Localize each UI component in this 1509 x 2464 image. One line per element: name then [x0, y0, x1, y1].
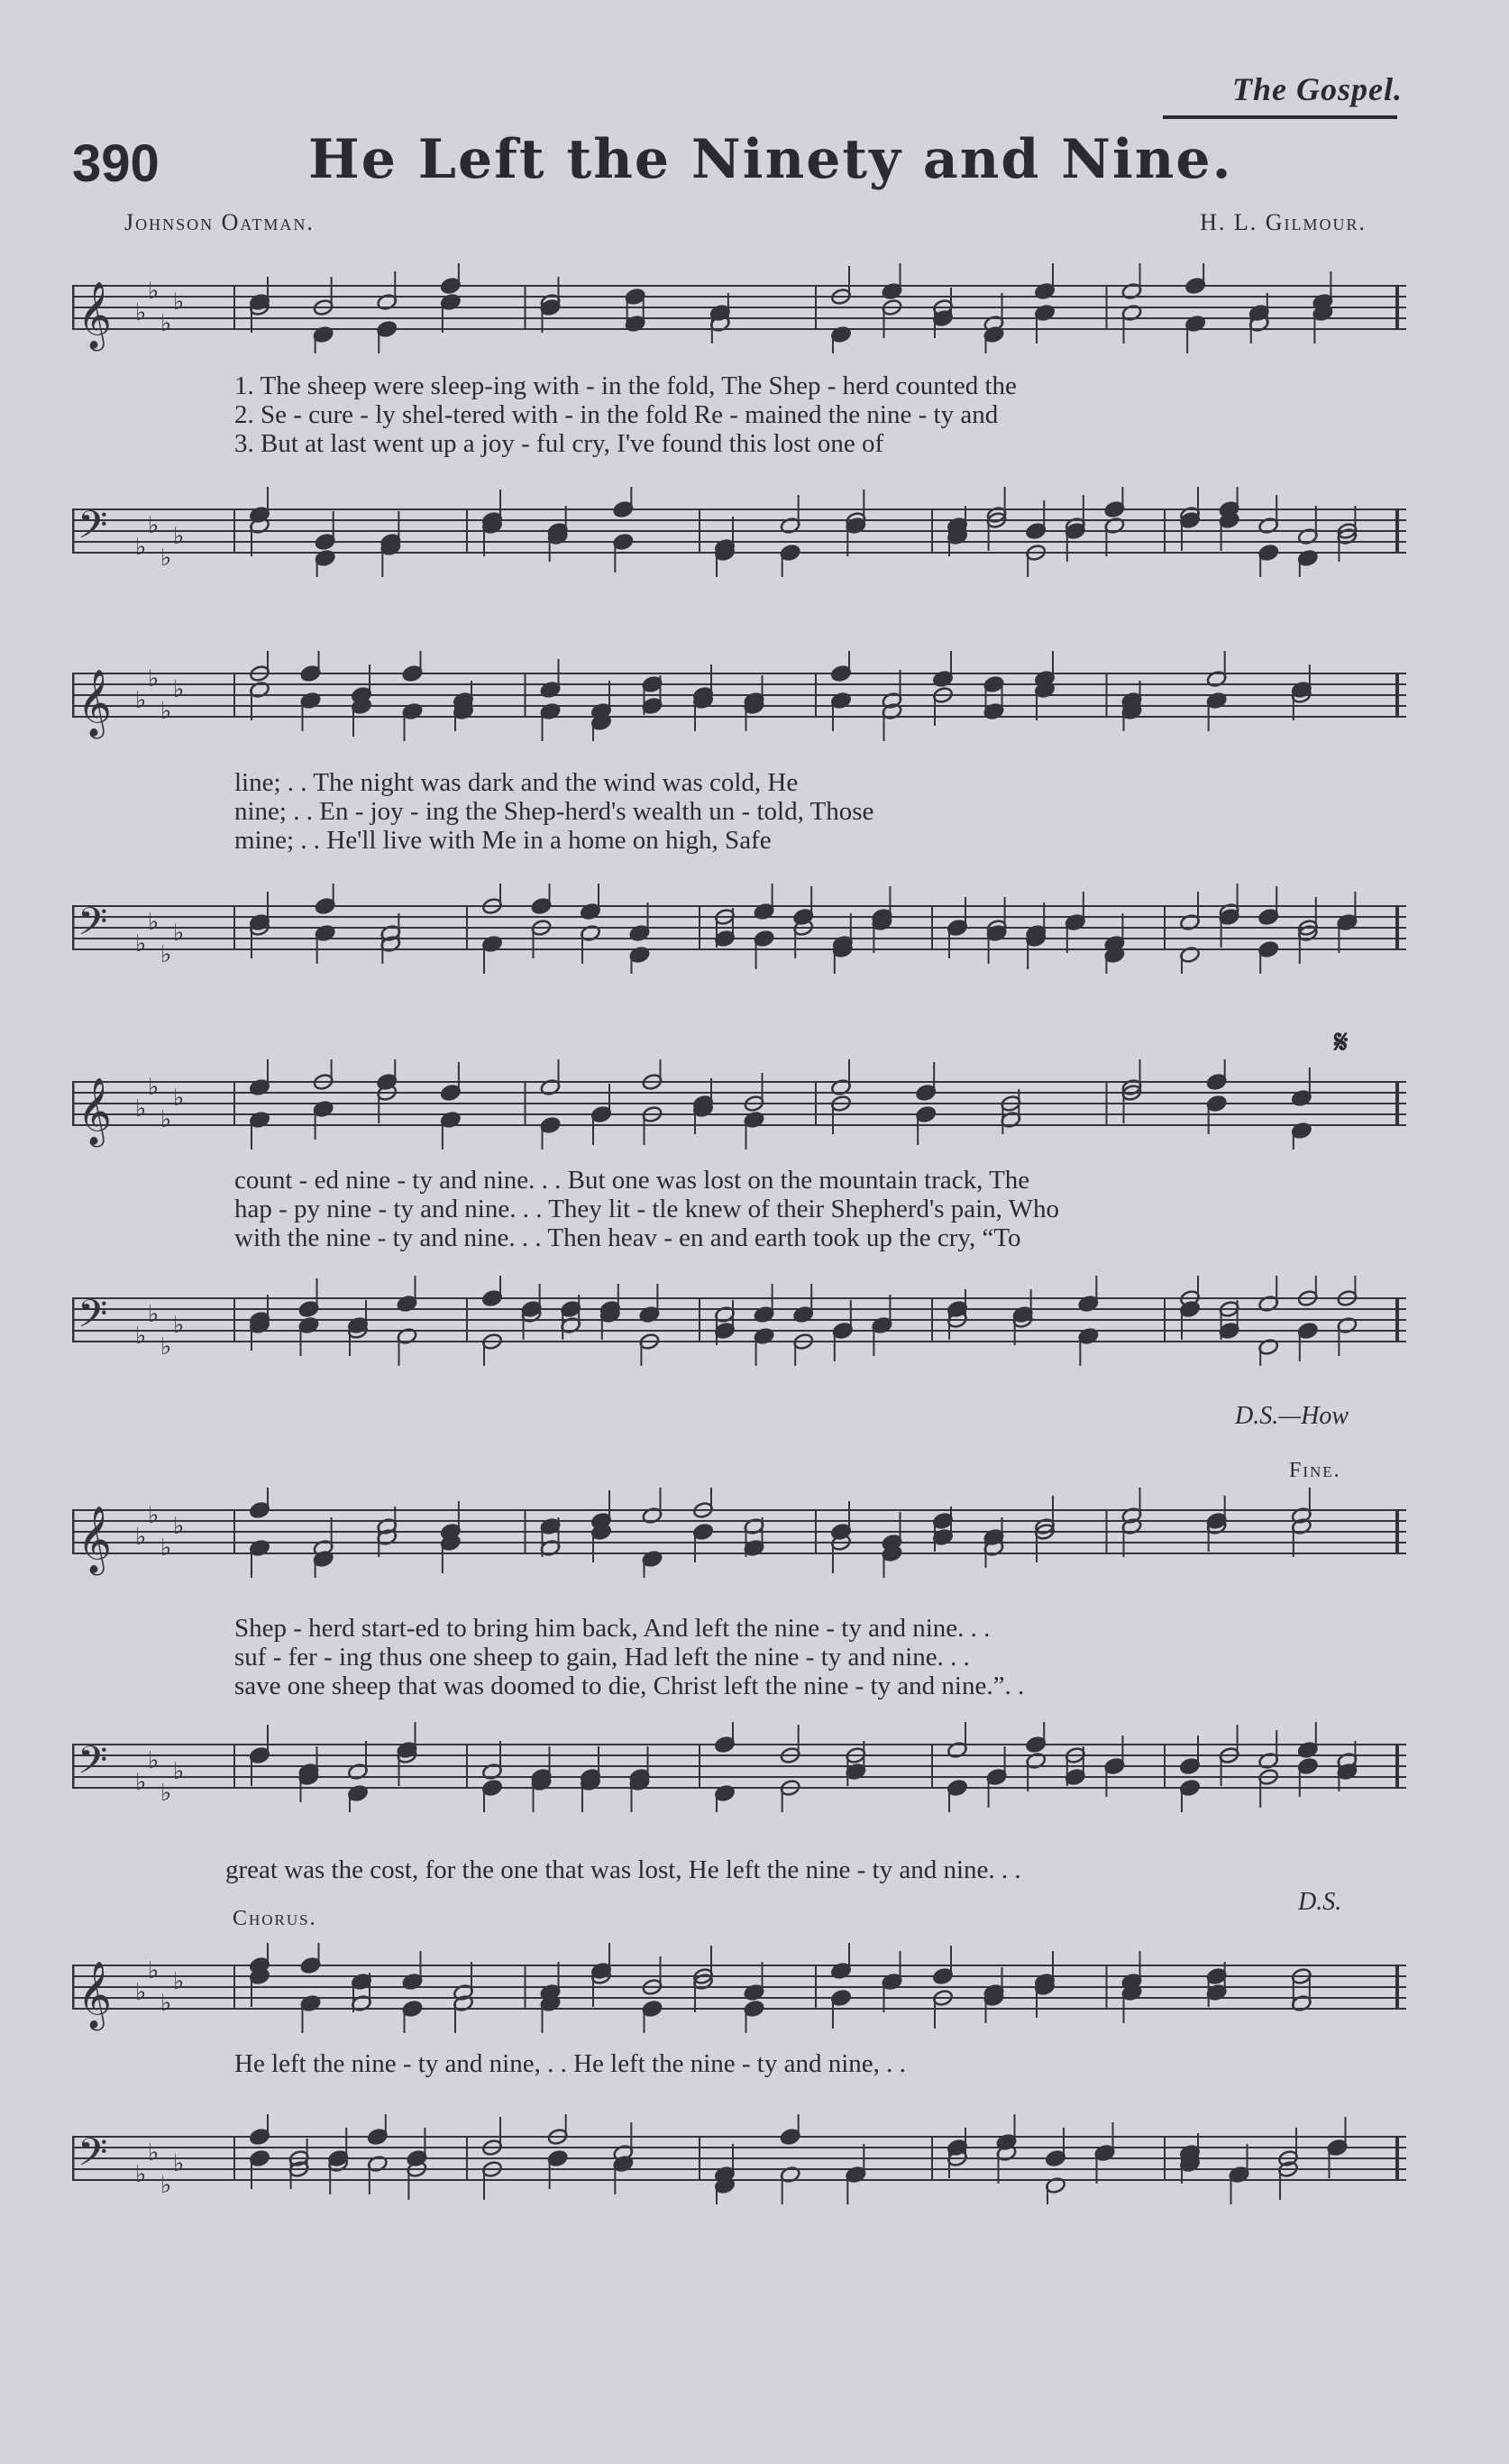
- flat-sign: ♭: [135, 1095, 147, 1122]
- bass-staff: [72, 2114, 1406, 2204]
- lyric-text: suf - fer - ing thus one sheep to gain, Had left the nine - ty and nine. . .: [234, 1643, 970, 1672]
- flat-sign: ♭: [148, 2139, 160, 2166]
- treble-clef: 𝄞: [78, 1507, 112, 1573]
- lyric-text: He left the nine - ty and nine, . . He left the nine - ty and nine, . .: [234, 2049, 906, 2078]
- treble-clef: 𝄞: [78, 282, 112, 349]
- music-system-4: [72, 1452, 1406, 1916]
- music-system-5: [72, 1907, 1406, 2285]
- flat-sign: ♭: [148, 278, 160, 305]
- music-system-1: [72, 243, 1406, 631]
- flat-sign: ♭: [160, 2172, 172, 2199]
- flat-sign: ♭: [135, 687, 147, 714]
- bass-clef: 𝄢: [78, 900, 108, 954]
- flat-sign: ♭: [135, 2161, 147, 2188]
- lyric-line: [72, 1195, 1406, 1224]
- flat-sign: ♭: [135, 1524, 147, 1551]
- bass-clef: 𝄢: [78, 1738, 108, 1792]
- flat-sign: ♭: [148, 1301, 160, 1328]
- lyric-text: 3. But at last went up a joy - ful cry, I've found this lost one of: [234, 429, 884, 458]
- lyric-text: Shep - herd start-ed to bring him back, And left the nine - ty and nine. . .: [234, 1614, 991, 1643]
- treble-clef: 𝄞: [78, 670, 112, 737]
- chorus-label: Chorus.: [233, 1907, 317, 1930]
- lyric-text: hap - py nine - ty and nine. . . They lit - tle knew of their Shepherd's pain, Who: [234, 1195, 1060, 1223]
- flat-sign: ♭: [148, 1074, 160, 1101]
- composer-credit: H. L. Gilmour.: [1200, 209, 1367, 235]
- lyric-line: [72, 1166, 1406, 1195]
- flat-sign: ♭: [148, 512, 160, 539]
- section-rule: [1163, 115, 1397, 119]
- lyric-line: [72, 768, 1406, 798]
- music-system-3: [72, 1023, 1406, 1447]
- flat-sign: ♭: [148, 1747, 160, 1774]
- lyric-text: save one sheep that was doomed to die, Christ left the nine - ty and nine.”. .: [234, 1672, 1025, 1700]
- lyric-line: [72, 1672, 1406, 1701]
- flat-sign: ♭: [160, 1990, 172, 2017]
- lyric-line: [72, 2049, 1406, 2079]
- lyric-line: [72, 1614, 1406, 1644]
- flat-sign: ♭: [173, 1758, 185, 1785]
- treble-staff: [72, 1488, 1406, 1578]
- lyric-line: [72, 1643, 1406, 1672]
- lyric-text: count - ed nine - ty and nine. . . But one was lost on the mountain track, The: [234, 1166, 1030, 1195]
- lyric-text: with the nine - ty and nine. . . Then heav - en and earth took up the cry, “To: [234, 1223, 1021, 1252]
- flat-sign: ♭: [160, 310, 172, 337]
- ds-mark: D.S.: [1298, 1888, 1342, 1916]
- lyric-line: [72, 371, 1406, 401]
- treble-staff: [72, 1059, 1406, 1150]
- lyric-text: great was the cost, for the one that was lost, He left the nine - ty and nine. . .: [225, 1855, 1021, 1884]
- flat-sign: ♭: [135, 534, 147, 561]
- flat-sign: ♭: [173, 1085, 185, 1112]
- flat-sign: ♭: [135, 1769, 147, 1796]
- lyric-line: [72, 797, 1406, 827]
- flat-sign: ♭: [160, 941, 172, 968]
- fine-marking: Fine.: [1289, 1459, 1341, 1482]
- hymn-title: He Left the Ninety and Nine.: [308, 128, 1233, 191]
- flat-sign: ♭: [135, 299, 147, 326]
- flat-sign: ♭: [173, 920, 185, 947]
- bass-staff: [72, 1276, 1406, 1366]
- treble-staff: [72, 263, 1406, 353]
- lyric-line: [72, 429, 1406, 459]
- lyric-line: [72, 1223, 1406, 1253]
- lyric-text: line; . . The night was dark and the wind was cold, He: [234, 768, 799, 797]
- flat-sign: ♭: [148, 665, 160, 692]
- treble-clef: 𝄞: [78, 1962, 112, 2029]
- segno-sign: 𝄋: [1334, 1024, 1349, 1060]
- lyric-text: mine; . . He'll live with Me in a home on high, Safe: [234, 826, 772, 855]
- flat-sign: ♭: [148, 1502, 160, 1529]
- flat-sign: ♭: [160, 1534, 172, 1562]
- flat-sign: ♭: [148, 909, 160, 936]
- flat-sign: ♭: [173, 676, 185, 703]
- flat-sign: ♭: [173, 523, 185, 550]
- hymn-number: 390: [72, 134, 160, 193]
- ds-label: D.S.—How: [1235, 1402, 1349, 1430]
- treble-clef: 𝄞: [78, 1078, 112, 1145]
- bass-staff: [72, 884, 1406, 974]
- flat-sign: ♭: [135, 930, 147, 957]
- lyric-line: [72, 400, 1406, 430]
- treble-staff: [72, 651, 1406, 741]
- flat-sign: ♭: [148, 1957, 160, 1984]
- flat-sign: ♭: [173, 1968, 185, 1995]
- lyric-line: [72, 826, 1406, 856]
- lyric-text: 1. The sheep were sleep-ing with - in the fold, The Shep - herd counted the: [234, 371, 1017, 400]
- bass-clef: 𝄢: [78, 2130, 108, 2185]
- lyric-text: 2. Se - cure - ly shel-tered with - in the fold Re - mained the nine - ty and: [234, 400, 999, 429]
- flat-sign: ♭: [160, 698, 172, 725]
- lyric-text: nine; . . En - joy - ing the Shep-herd's wealth un - told, Those: [234, 797, 874, 826]
- bass-staff: [72, 487, 1406, 577]
- flat-sign: ♭: [160, 1333, 172, 1360]
- flat-sign: ♭: [173, 2150, 185, 2177]
- bass-staff: [72, 1722, 1406, 1812]
- flat-sign: ♭: [160, 1780, 172, 1807]
- flat-sign: ♭: [135, 1979, 147, 2006]
- bass-clef: 𝄢: [78, 1292, 108, 1346]
- flat-sign: ♭: [173, 1312, 185, 1339]
- flat-sign: ♭: [173, 289, 185, 316]
- treble-staff: [72, 1943, 1406, 2033]
- section-label: The Gospel.: [1232, 71, 1403, 107]
- lyricist-credit: Johnson Oatman.: [124, 209, 315, 235]
- ds-lyric-line: [72, 1855, 1406, 1885]
- flat-sign: ♭: [160, 545, 172, 572]
- bass-clef: 𝄢: [78, 503, 108, 557]
- music-system-2: [72, 631, 1406, 1019]
- flat-sign: ♭: [160, 1106, 172, 1133]
- flat-sign: ♭: [173, 1513, 185, 1540]
- flat-sign: ♭: [135, 1323, 147, 1350]
